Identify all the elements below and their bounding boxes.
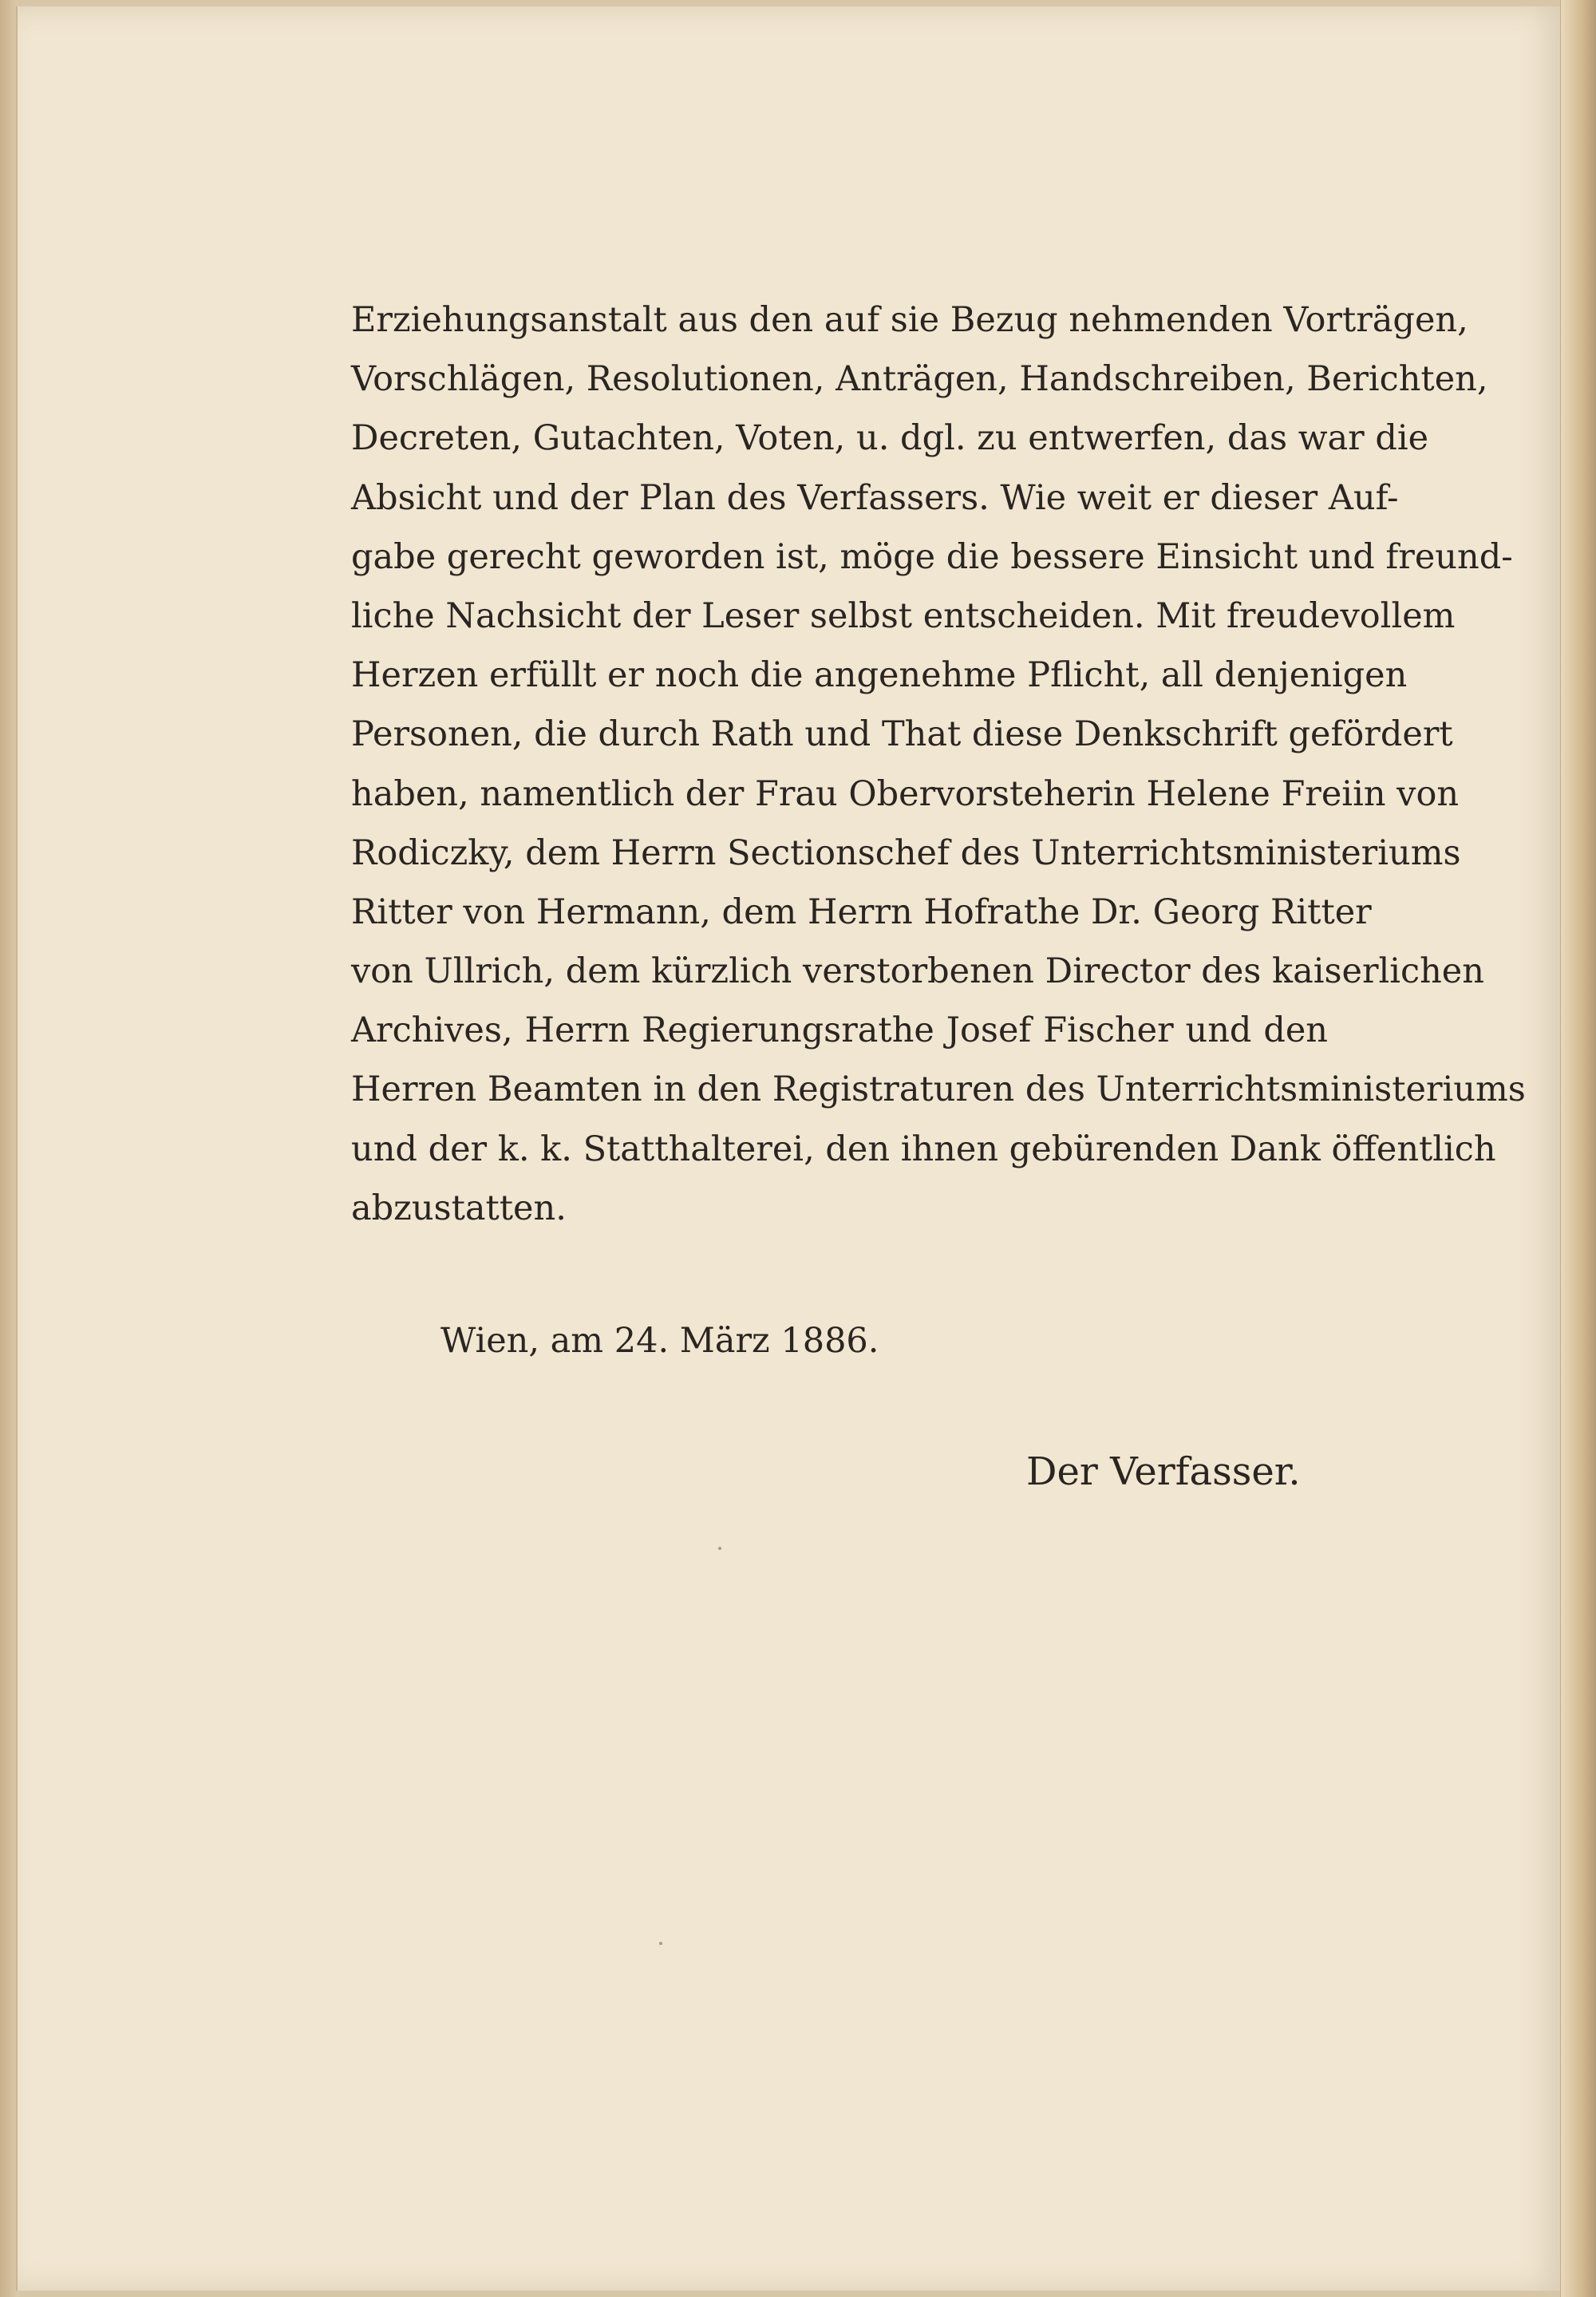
text-line-8: Personen, die durch Rath und That diese Denkschrift gefördert (351, 714, 1453, 755)
text-line-1: Erziehungsanstalt aus den auf sie Bezug nehmenden Vorträgen, (351, 300, 1468, 340)
text-line-12: von Ullrich, dem kürzlich verstorbenen Director des kaiserlichen (351, 951, 1484, 992)
page-left-edge (0, 0, 18, 2297)
text-line-2: Vorschlägen, Resolutionen, Anträgen, Handschreiben, Berichten, (351, 359, 1488, 400)
text-line-7: Herzen erfüllt er noch die angenehme Pflicht, all denjenigen (351, 655, 1408, 696)
page-right-edge (1560, 0, 1596, 2297)
text-line-10: Rodiczky, dem Herrn Sectionschef des Unterrichtsministeriums (351, 832, 1461, 873)
text-line-4: Absicht und der Plan des Verfassers. Wie weit er dieser Auf- (351, 477, 1399, 518)
text-line-9: haben, namentlich der Frau Obervorsteherin Helene Freiin von (351, 773, 1460, 814)
body-text (351, 291, 1526, 1238)
text-line-15: und der k. k. Statthalterei, den ihnen gebürenden Dank öffentlich (351, 1129, 1496, 1169)
paper-speck (659, 1942, 662, 1945)
text-line-5: gabe gerecht geworden ist, möge die bessere Einsicht und freund- (351, 536, 1513, 577)
text-line-3: Decreten, Gutachten, Voten, u. dgl. zu entwerfen, das war die (351, 418, 1429, 459)
paper-speck (718, 1547, 721, 1550)
text-line-6: liche Nachsicht der Leser selbst entscheiden. Mit freudevollem (351, 595, 1456, 636)
book-page (16, 6, 1563, 2291)
signature: Der Verfasser. (1026, 1449, 1301, 1494)
date-line: Wien, am 24. März 1886. (440, 1321, 879, 1361)
text-line-16: abzustatten. (351, 1188, 567, 1228)
text-line-13: Archives, Herrn Regierungsrathe Josef Fischer und den (351, 1010, 1328, 1051)
text-line-11: Ritter von Hermann, dem Herrn Hofrathe Dr. Georg Ritter (351, 892, 1372, 932)
text-line-14: Herren Beamten in den Registraturen des Unterrichtsministeriums (351, 1069, 1526, 1110)
